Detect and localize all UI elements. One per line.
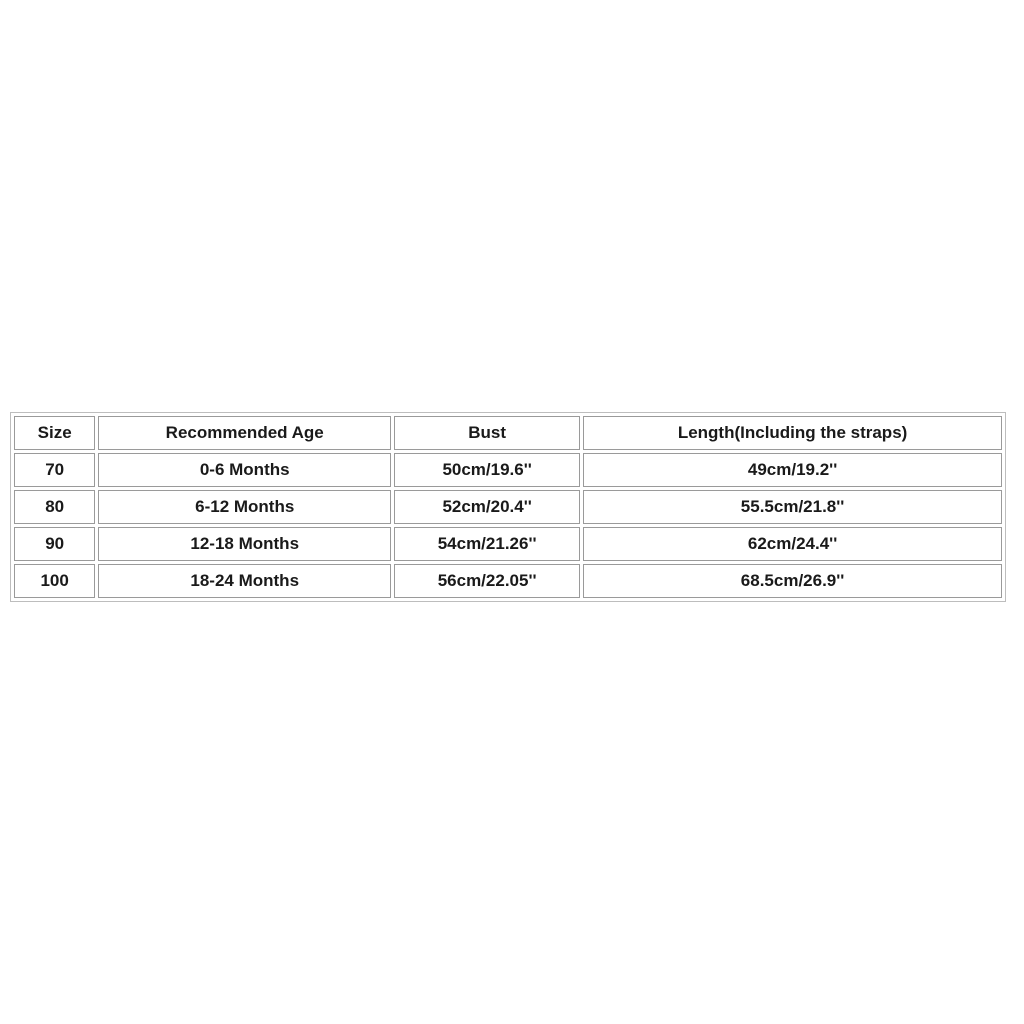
table-row [14, 453, 1002, 487]
cell-bust: 54cm/21.26'' [394, 527, 580, 561]
table-row [14, 490, 1002, 524]
table-header-row [14, 416, 1002, 450]
cell-length: 62cm/24.4'' [583, 527, 1002, 561]
cell-recommended-age: 0-6 Months [98, 453, 391, 487]
header-length: Length(Including the straps) [583, 416, 1002, 450]
header-bust: Bust [394, 416, 580, 450]
cell-recommended-age: 12-18 Months [98, 527, 391, 561]
header-size: Size [14, 416, 95, 450]
size-chart-table [10, 412, 1006, 602]
table-row [14, 564, 1002, 598]
cell-bust: 52cm/20.4'' [394, 490, 580, 524]
table-row [14, 527, 1002, 561]
cell-length: 68.5cm/26.9'' [583, 564, 1002, 598]
cell-size: 90 [14, 527, 95, 561]
cell-size: 100 [14, 564, 95, 598]
cell-bust: 50cm/19.6'' [394, 453, 580, 487]
cell-recommended-age: 6-12 Months [98, 490, 391, 524]
cell-recommended-age: 18-24 Months [98, 564, 391, 598]
cell-bust: 56cm/22.05'' [394, 564, 580, 598]
cell-length: 49cm/19.2'' [583, 453, 1002, 487]
header-recommended-age: Recommended Age [98, 416, 391, 450]
cell-length: 55.5cm/21.8'' [583, 490, 1002, 524]
cell-size: 70 [14, 453, 95, 487]
cell-size: 80 [14, 490, 95, 524]
